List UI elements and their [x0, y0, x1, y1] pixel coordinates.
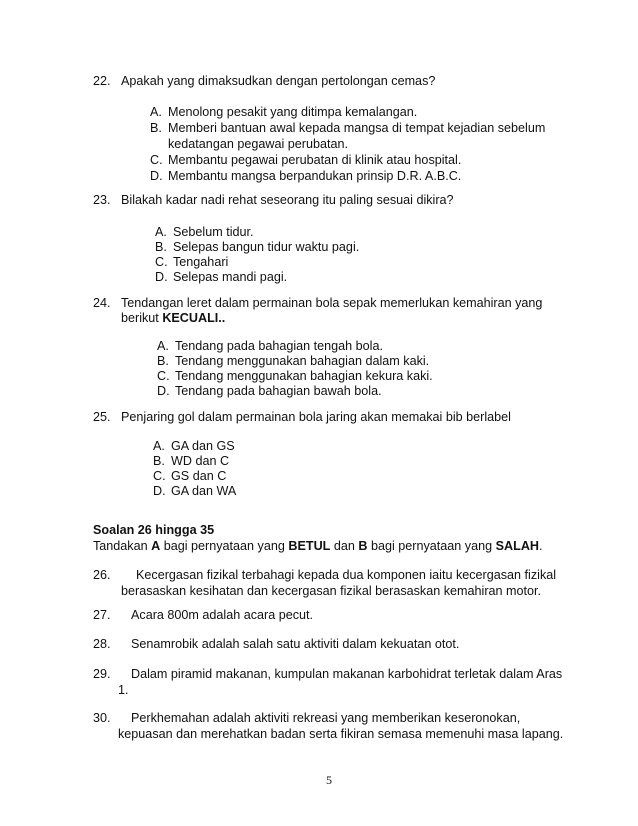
- statement-text-line2: kepuasan dan merehatkan badan serta fikiran semasa memenuhi masa lapang.: [118, 727, 564, 741]
- statement-text: Acara 800m adalah acara pecut.: [131, 608, 314, 622]
- statement-number: 28.: [93, 637, 111, 651]
- question-number: 22.: [93, 74, 111, 88]
- question-text: Tendangan leret dalam permainan bola sepak memerlukan kemahiran yang: [121, 296, 543, 310]
- question-text: Bilakah kadar nadi rehat seseorang itu paling sesuai dikira?: [121, 193, 454, 207]
- option-a: A. Tendang pada bahagian tengah bola.: [157, 339, 383, 353]
- question-number: 23.: [93, 193, 111, 207]
- question-number: 24.: [93, 296, 111, 310]
- section-instructions: Tandakan A bagi pernyataan yang BETUL dan B bagi pernyataan yang SALAH.: [93, 539, 543, 553]
- option-d: D. Tendang pada bahagian bawah bola.: [157, 384, 382, 398]
- statement-text-line2: 1.: [118, 683, 129, 697]
- statement-text: Perkhemahan adalah aktiviti rekreasi yang memberikan keseronokan,: [131, 711, 521, 725]
- option-a: A. GA dan GS: [153, 439, 235, 453]
- option-c: C. Tengahari: [155, 255, 229, 269]
- question-text-line2: berikut KECUALI..: [121, 311, 226, 325]
- statement-number: 26.: [93, 568, 111, 582]
- option-c: C. Tendang menggunakan bahagian kekura kaki.: [157, 369, 433, 383]
- statement-number: 27.: [93, 608, 111, 622]
- option-c: C. GS dan C: [153, 469, 227, 483]
- statement-text: Dalam piramid makanan, kumpulan makanan karbohidrat terletak dalam Aras: [131, 667, 563, 681]
- statement-number: 29.: [93, 667, 111, 681]
- option-d: D. Membantu mangsa berpandukan prinsip D.R. A.B.C.: [150, 169, 462, 183]
- option-b-continued: kedatangan pegawai perubatan.: [168, 137, 348, 151]
- question-number: 25.: [93, 410, 111, 424]
- option-b: B. Selepas bangun tidur waktu pagi.: [155, 240, 360, 254]
- question-text: Penjaring gol dalam permainan bola jaring akan memakai bib berlabel: [121, 410, 511, 424]
- option-c: C. Membantu pegawai perubatan di klinik atau hospital.: [150, 153, 462, 167]
- option-b: B. Memberi bantuan awal kepada mangsa di tempat kejadian sebelum: [150, 121, 546, 135]
- statement-text: Kecergasan fizikal terbahagi kepada dua komponen iaitu kecergasan fizikal: [136, 568, 557, 582]
- option-a: A. Menolong pesakit yang ditimpa kemalangan.: [150, 105, 418, 119]
- section-heading: Soalan 26 hingga 35: [93, 523, 215, 537]
- option-b: B. WD dan C: [153, 454, 230, 468]
- statement-text-line2: berasaskan kesihatan dan kecergasan fizikal berasaskan kemahiran motor.: [121, 584, 542, 598]
- question-text: Apakah yang dimaksudkan dengan pertolongan cemas?: [121, 74, 436, 88]
- option-b: B. Tendang menggunakan bahagian dalam kaki.: [157, 354, 430, 368]
- option-a: A. Sebelum tidur.: [155, 225, 254, 239]
- emphasis-kecuali: KECUALI..: [162, 311, 226, 325]
- option-d: D. Selepas mandi pagi.: [155, 270, 288, 284]
- option-d: D. GA dan WA: [153, 484, 237, 498]
- statement-number: 30.: [93, 711, 111, 725]
- statement-text: Senamrobik adalah salah satu aktiviti dalam kekuatan otot.: [131, 637, 460, 651]
- page-number: 5: [326, 773, 332, 787]
